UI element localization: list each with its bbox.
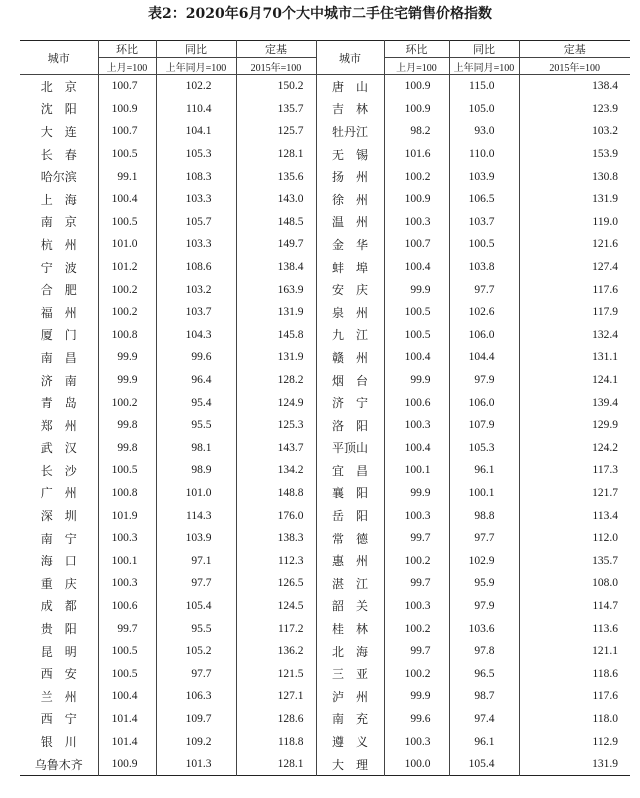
right-yoy-cell: 102.6	[449, 301, 519, 324]
left-mom-cell: 100.8	[98, 482, 156, 505]
right-city-cell: 宜 昌	[316, 459, 384, 482]
table-row	[20, 301, 630, 324]
left-city-cell: 昆 明	[40, 644, 77, 659]
left-yoy-cell: 105.7	[156, 211, 236, 234]
left-yoy-cell: 95.5	[156, 617, 236, 640]
right-yoy-cell: 103.6	[449, 617, 519, 640]
left-base-cell: 143.0	[236, 188, 316, 211]
left-yoy-cell: 103.3	[156, 233, 236, 256]
table-row	[20, 753, 630, 776]
left-city-cell: 深 圳	[40, 509, 77, 524]
left-yoy-cell: 96.4	[156, 369, 236, 392]
right-city-cell: 遵 义	[316, 730, 384, 753]
table-row	[20, 120, 630, 143]
right-base-cell: 117.3	[519, 459, 630, 482]
right-mom-cell: 99.9	[384, 369, 449, 392]
right-mom-cell: 100.2	[384, 165, 449, 188]
left-base-cell: 145.8	[236, 324, 316, 347]
left-yoy-cell: 110.4	[156, 98, 236, 121]
left-base-cell: 112.3	[236, 549, 316, 572]
table-row	[20, 640, 630, 663]
table-body	[20, 75, 630, 776]
right-mom-cell: 100.4	[384, 437, 449, 460]
right-mom-cell: 100.3	[384, 595, 449, 618]
header-base-right: 定基	[519, 41, 630, 58]
left-base-cell: 138.3	[236, 527, 316, 550]
left-city-cell: 北 京	[40, 79, 77, 94]
right-city-cell: 襄 阳	[316, 482, 384, 505]
right-base-cell: 131.9	[519, 188, 630, 211]
table-row	[20, 730, 630, 753]
left-mom-cell: 101.4	[98, 730, 156, 753]
right-mom-cell: 98.2	[384, 120, 449, 143]
left-base-cell: 136.2	[236, 640, 316, 663]
right-mom-cell: 100.1	[384, 459, 449, 482]
left-mom-cell: 101.9	[98, 504, 156, 527]
right-base-cell: 121.6	[519, 233, 630, 256]
right-yoy-cell: 106.0	[449, 391, 519, 414]
left-city-cell: 成 都	[40, 599, 77, 614]
left-mom-cell: 99.1	[98, 165, 156, 188]
right-yoy-cell: 105.4	[449, 753, 519, 776]
left-base-cell: 121.5	[236, 662, 316, 685]
right-mom-cell: 99.9	[384, 685, 449, 708]
table-row	[20, 549, 630, 572]
right-mom-cell: 100.5	[384, 301, 449, 324]
left-mom-cell: 100.1	[98, 549, 156, 572]
subheader-mom-left: 上月=100	[98, 58, 156, 75]
right-base-cell: 118.6	[519, 662, 630, 685]
left-city-cell: 福 州	[40, 305, 77, 320]
left-mom-cell: 100.3	[98, 572, 156, 595]
table-row	[20, 233, 630, 256]
left-mom-cell: 100.2	[98, 301, 156, 324]
right-base-cell: 129.9	[519, 414, 630, 437]
right-yoy-cell: 96.5	[449, 662, 519, 685]
right-base-cell: 124.2	[519, 437, 630, 460]
left-yoy-cell: 97.1	[156, 549, 236, 572]
table-row	[20, 482, 630, 505]
left-yoy-cell: 99.6	[156, 346, 236, 369]
left-mom-cell: 100.7	[98, 75, 156, 98]
left-base-cell: 134.2	[236, 459, 316, 482]
left-mom-cell: 100.4	[98, 685, 156, 708]
right-yoy-cell: 100.1	[449, 482, 519, 505]
right-base-cell: 114.7	[519, 595, 630, 618]
right-city-cell: 安 庆	[316, 278, 384, 301]
left-base-cell: 128.2	[236, 369, 316, 392]
left-city-cell: 兰 州	[40, 689, 77, 704]
right-yoy-cell: 95.9	[449, 572, 519, 595]
right-yoy-cell: 100.5	[449, 233, 519, 256]
left-base-cell: 148.8	[236, 482, 316, 505]
left-base-cell: 124.9	[236, 391, 316, 414]
right-city-cell: 韶 关	[316, 595, 384, 618]
left-yoy-cell: 105.3	[156, 143, 236, 166]
left-mom-cell: 100.5	[98, 143, 156, 166]
right-city-cell: 常 德	[316, 527, 384, 550]
left-base-cell: 143.7	[236, 437, 316, 460]
left-yoy-cell: 108.3	[156, 165, 236, 188]
right-city-cell: 泸 州	[316, 685, 384, 708]
table-row	[20, 188, 630, 211]
left-yoy-cell: 105.4	[156, 595, 236, 618]
right-base-cell: 103.2	[519, 120, 630, 143]
left-city-cell: 海 口	[40, 554, 77, 569]
header-base-left: 定基	[236, 41, 316, 58]
left-city-cell: 贵 阳	[40, 622, 77, 637]
table-row	[20, 391, 630, 414]
table-row	[20, 278, 630, 301]
header-yoy-right: 同比	[449, 41, 519, 58]
table-row	[20, 685, 630, 708]
left-yoy-cell: 104.1	[156, 120, 236, 143]
left-city-cell: 西 安	[40, 667, 77, 682]
left-mom-cell: 100.2	[98, 278, 156, 301]
table-row	[20, 75, 630, 98]
right-city-cell: 济 宁	[316, 391, 384, 414]
left-city-cell: 南 昌	[40, 350, 77, 365]
right-city-cell: 烟 台	[316, 369, 384, 392]
right-city-cell: 湛 江	[316, 572, 384, 595]
right-yoy-cell: 97.9	[449, 369, 519, 392]
left-yoy-cell: 101.3	[156, 753, 236, 776]
table-row	[20, 504, 630, 527]
right-city-cell: 平顶山	[316, 437, 384, 460]
right-city-cell: 岳 阳	[316, 504, 384, 527]
left-city-cell: 长 春	[40, 147, 77, 162]
left-yoy-cell: 114.3	[156, 504, 236, 527]
right-base-cell: 117.6	[519, 685, 630, 708]
left-yoy-cell: 106.3	[156, 685, 236, 708]
left-mom-cell: 99.9	[98, 346, 156, 369]
right-city-cell: 桂 林	[316, 617, 384, 640]
right-base-cell: 127.4	[519, 256, 630, 279]
right-mom-cell: 99.9	[384, 482, 449, 505]
table-row	[20, 211, 630, 234]
right-base-cell: 117.9	[519, 301, 630, 324]
left-city-cell: 杭 州	[40, 237, 77, 252]
table-row	[20, 414, 630, 437]
left-base-cell: 148.5	[236, 211, 316, 234]
right-yoy-cell: 97.7	[449, 527, 519, 550]
left-mom-cell: 99.8	[98, 437, 156, 460]
right-yoy-cell: 98.7	[449, 685, 519, 708]
left-base-cell: 125.7	[236, 120, 316, 143]
right-yoy-cell: 106.0	[449, 324, 519, 347]
right-yoy-cell: 97.9	[449, 595, 519, 618]
right-city-cell: 北 海	[316, 640, 384, 663]
subheader-base-left: 2015年=100	[236, 58, 316, 75]
subheader-yoy-right: 上年同月=100	[449, 58, 519, 75]
right-mom-cell: 100.9	[384, 188, 449, 211]
left-yoy-cell: 103.7	[156, 301, 236, 324]
header-city-right: 城市	[316, 41, 384, 75]
right-city-cell: 九 江	[316, 324, 384, 347]
right-mom-cell: 100.4	[384, 346, 449, 369]
right-mom-cell: 100.3	[384, 504, 449, 527]
right-city-cell: 金 华	[316, 233, 384, 256]
right-city-cell: 徐 州	[316, 188, 384, 211]
left-mom-cell: 100.5	[98, 640, 156, 663]
left-base-cell: 149.7	[236, 233, 316, 256]
table-row	[20, 572, 630, 595]
right-base-cell: 131.9	[519, 753, 630, 776]
left-base-cell: 128.1	[236, 753, 316, 776]
left-city-cell: 合 肥	[40, 283, 77, 298]
left-yoy-cell: 102.2	[156, 75, 236, 98]
header-yoy-left: 同比	[156, 41, 236, 58]
right-base-cell: 121.1	[519, 640, 630, 663]
header-mom-left: 环比	[98, 41, 156, 58]
left-mom-cell: 101.2	[98, 256, 156, 279]
right-mom-cell: 99.7	[384, 572, 449, 595]
header-city-left: 城市	[20, 41, 98, 75]
left-mom-cell: 99.8	[98, 414, 156, 437]
right-mom-cell: 100.6	[384, 391, 449, 414]
right-base-cell: 138.4	[519, 75, 630, 98]
right-yoy-cell: 110.0	[449, 143, 519, 166]
left-city-cell: 青 岛	[40, 396, 77, 411]
right-base-cell: 113.6	[519, 617, 630, 640]
left-base-cell: 127.1	[236, 685, 316, 708]
right-city-cell: 南 充	[316, 708, 384, 731]
right-mom-cell: 99.9	[384, 278, 449, 301]
left-yoy-cell: 101.0	[156, 482, 236, 505]
left-city-cell: 哈尔滨	[40, 170, 77, 185]
left-yoy-cell: 103.2	[156, 278, 236, 301]
left-mom-cell: 100.4	[98, 188, 156, 211]
left-base-cell: 135.6	[236, 165, 316, 188]
right-base-cell: 123.9	[519, 98, 630, 121]
page-title: 表2：2020年6月70个大中城市二手住宅销售价格指数	[148, 6, 492, 22]
right-yoy-cell: 103.8	[449, 256, 519, 279]
left-yoy-cell: 109.2	[156, 730, 236, 753]
right-yoy-cell: 107.9	[449, 414, 519, 437]
right-mom-cell: 100.4	[384, 256, 449, 279]
left-yoy-cell: 103.9	[156, 527, 236, 550]
right-yoy-cell: 97.4	[449, 708, 519, 731]
left-mom-cell: 100.7	[98, 120, 156, 143]
left-yoy-cell: 108.6	[156, 256, 236, 279]
right-mom-cell: 100.9	[384, 98, 449, 121]
right-yoy-cell: 103.7	[449, 211, 519, 234]
left-mom-cell: 100.3	[98, 527, 156, 550]
left-base-cell: 131.9	[236, 301, 316, 324]
right-city-cell: 洛 阳	[316, 414, 384, 437]
left-base-cell: 138.4	[236, 256, 316, 279]
left-yoy-cell: 97.7	[156, 662, 236, 685]
right-yoy-cell: 97.7	[449, 278, 519, 301]
left-city-cell: 银 川	[40, 735, 77, 750]
left-city-cell: 重 庆	[40, 576, 77, 591]
right-mom-cell: 100.7	[384, 233, 449, 256]
right-mom-cell: 100.3	[384, 414, 449, 437]
right-base-cell: 108.0	[519, 572, 630, 595]
left-yoy-cell: 104.3	[156, 324, 236, 347]
right-city-cell: 三 亚	[316, 662, 384, 685]
left-city-cell: 广 州	[40, 486, 77, 501]
right-base-cell: 113.4	[519, 504, 630, 527]
right-base-cell: 139.4	[519, 391, 630, 414]
left-yoy-cell: 95.4	[156, 391, 236, 414]
right-mom-cell: 100.5	[384, 324, 449, 347]
left-city-cell: 宁 波	[40, 260, 77, 275]
table-row	[20, 256, 630, 279]
right-yoy-cell: 106.5	[449, 188, 519, 211]
left-mom-cell: 99.9	[98, 369, 156, 392]
right-base-cell: 112.9	[519, 730, 630, 753]
left-mom-cell: 100.5	[98, 459, 156, 482]
table-row	[20, 527, 630, 550]
right-yoy-cell: 104.4	[449, 346, 519, 369]
right-base-cell: 132.4	[519, 324, 630, 347]
right-mom-cell: 100.2	[384, 662, 449, 685]
left-base-cell: 118.8	[236, 730, 316, 753]
left-city-cell: 济 南	[40, 373, 77, 388]
subheader-base-right: 2015年=100	[519, 58, 630, 75]
left-yoy-cell: 103.3	[156, 188, 236, 211]
table-row	[20, 369, 630, 392]
left-city-cell: 郑 州	[40, 418, 77, 433]
left-base-cell: 128.1	[236, 143, 316, 166]
left-base-cell: 126.5	[236, 572, 316, 595]
right-mom-cell: 100.0	[384, 753, 449, 776]
left-mom-cell: 100.6	[98, 595, 156, 618]
table-row	[20, 437, 630, 460]
left-base-cell: 176.0	[236, 504, 316, 527]
right-yoy-cell: 105.3	[449, 437, 519, 460]
right-city-cell: 赣 州	[316, 346, 384, 369]
right-yoy-cell: 103.9	[449, 165, 519, 188]
table-row	[20, 165, 630, 188]
left-city-cell: 沈 阳	[40, 102, 77, 117]
left-base-cell: 131.9	[236, 346, 316, 369]
left-yoy-cell: 95.5	[156, 414, 236, 437]
left-base-cell: 135.7	[236, 98, 316, 121]
right-mom-cell: 99.7	[384, 640, 449, 663]
right-mom-cell: 100.3	[384, 211, 449, 234]
table-row	[20, 459, 630, 482]
right-yoy-cell: 98.8	[449, 504, 519, 527]
left-city-cell: 长 沙	[40, 463, 77, 478]
left-mom-cell: 100.5	[98, 662, 156, 685]
left-city-cell: 厦 门	[40, 328, 77, 343]
right-yoy-cell: 96.1	[449, 730, 519, 753]
table-row	[20, 98, 630, 121]
left-city-cell: 乌鲁木齐	[34, 757, 83, 772]
right-city-cell: 吉 林	[316, 98, 384, 121]
left-yoy-cell: 105.2	[156, 640, 236, 663]
subheader-yoy-left: 上年同月=100	[156, 58, 236, 75]
left-mom-cell: 100.8	[98, 324, 156, 347]
left-city-cell: 西 宁	[40, 712, 77, 727]
left-city-cell: 南 京	[40, 215, 77, 230]
left-mom-cell: 100.2	[98, 391, 156, 414]
right-mom-cell: 100.9	[384, 75, 449, 98]
price-index-table	[20, 40, 630, 776]
right-yoy-cell: 96.1	[449, 459, 519, 482]
right-yoy-cell: 93.0	[449, 120, 519, 143]
right-mom-cell: 99.7	[384, 527, 449, 550]
left-city-cell: 武 汉	[40, 441, 77, 456]
left-base-cell: 125.3	[236, 414, 316, 437]
right-city-cell: 牡丹江	[316, 120, 384, 143]
right-city-cell: 惠 州	[316, 549, 384, 572]
right-base-cell: 112.0	[519, 527, 630, 550]
left-city-cell: 上 海	[40, 192, 77, 207]
right-city-cell: 蚌 埠	[316, 256, 384, 279]
right-base-cell: 121.7	[519, 482, 630, 505]
left-mom-cell: 100.5	[98, 211, 156, 234]
right-yoy-cell: 102.9	[449, 549, 519, 572]
right-base-cell: 117.6	[519, 278, 630, 301]
right-city-cell: 无 锡	[316, 143, 384, 166]
header-mom-right: 环比	[384, 41, 449, 58]
table-row	[20, 617, 630, 640]
right-mom-cell: 100.2	[384, 549, 449, 572]
left-yoy-cell: 98.9	[156, 459, 236, 482]
right-base-cell: 135.7	[519, 549, 630, 572]
left-mom-cell: 101.0	[98, 233, 156, 256]
left-yoy-cell: 97.7	[156, 572, 236, 595]
right-base-cell: 118.0	[519, 708, 630, 731]
right-base-cell: 124.1	[519, 369, 630, 392]
left-yoy-cell: 98.1	[156, 437, 236, 460]
left-base-cell: 150.2	[236, 75, 316, 98]
left-base-cell: 124.5	[236, 595, 316, 618]
left-yoy-cell: 109.7	[156, 708, 236, 731]
subheader-mom-right: 上月=100	[384, 58, 449, 75]
right-mom-cell: 100.3	[384, 730, 449, 753]
right-mom-cell: 101.6	[384, 143, 449, 166]
right-base-cell: 130.8	[519, 165, 630, 188]
right-base-cell: 153.9	[519, 143, 630, 166]
left-mom-cell: 100.9	[98, 753, 156, 776]
right-base-cell: 131.1	[519, 346, 630, 369]
right-yoy-cell: 97.8	[449, 640, 519, 663]
table-row	[20, 143, 630, 166]
left-mom-cell: 99.7	[98, 617, 156, 640]
right-yoy-cell: 105.0	[449, 98, 519, 121]
right-mom-cell: 100.2	[384, 617, 449, 640]
left-city-cell: 大 连	[40, 124, 77, 139]
right-city-cell: 温 州	[316, 211, 384, 234]
left-base-cell: 163.9	[236, 278, 316, 301]
right-city-cell: 泉 州	[316, 301, 384, 324]
left-mom-cell: 101.4	[98, 708, 156, 731]
right-city-cell: 扬 州	[316, 165, 384, 188]
table-row	[20, 708, 630, 731]
left-city-cell: 南 宁	[40, 531, 77, 546]
left-base-cell: 128.6	[236, 708, 316, 731]
left-mom-cell: 100.9	[98, 98, 156, 121]
left-base-cell: 117.2	[236, 617, 316, 640]
table-row	[20, 324, 630, 347]
right-city-cell: 唐 山	[316, 75, 384, 98]
table-row	[20, 595, 630, 618]
right-base-cell: 119.0	[519, 211, 630, 234]
right-city-cell: 大 理	[316, 753, 384, 776]
right-yoy-cell: 115.0	[449, 75, 519, 98]
right-mom-cell: 99.6	[384, 708, 449, 731]
table-row	[20, 346, 630, 369]
table-row	[20, 662, 630, 685]
